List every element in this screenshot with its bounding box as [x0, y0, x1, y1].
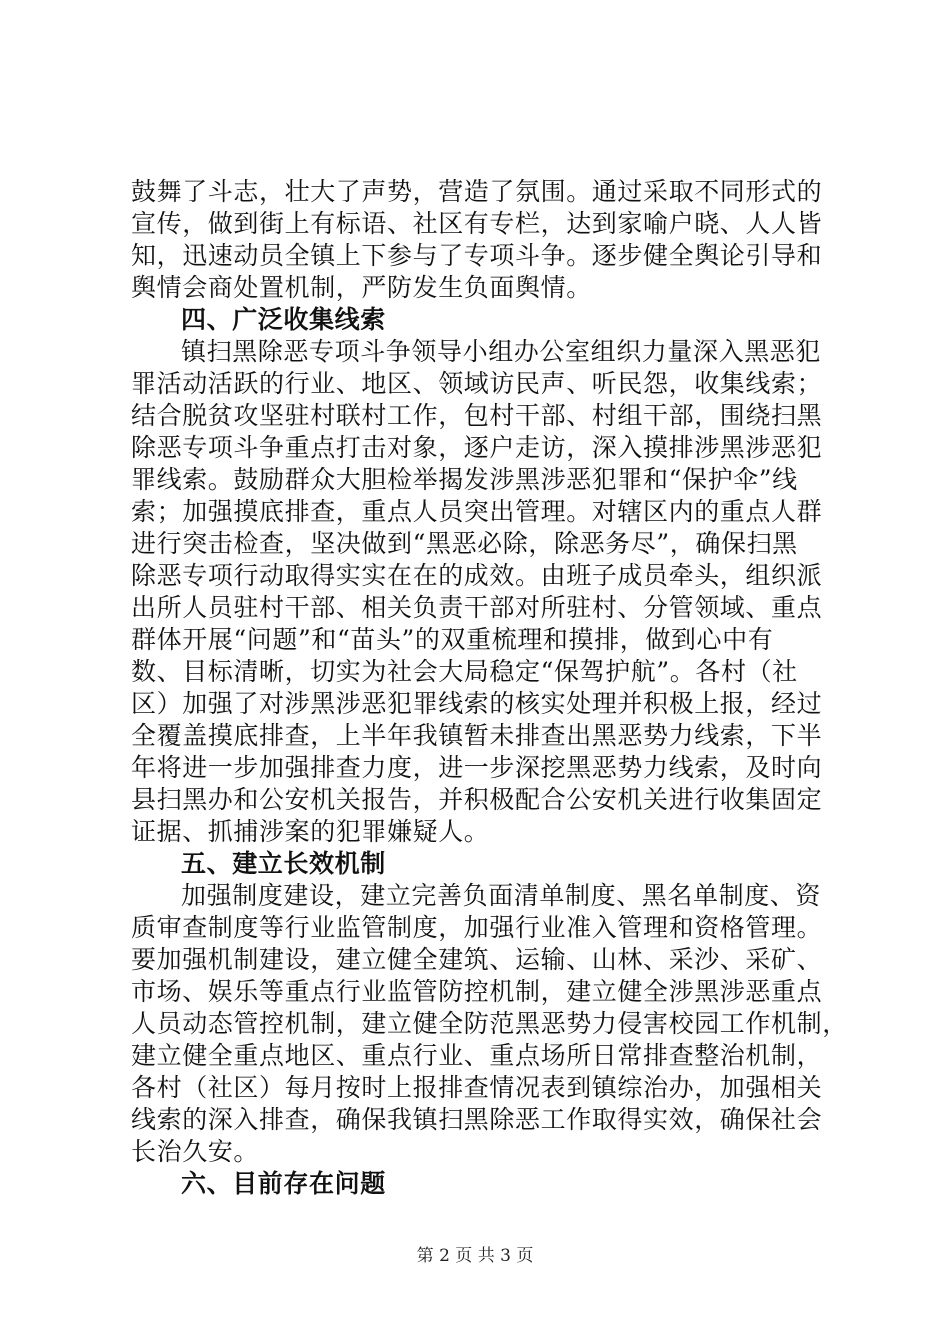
body-text-line: 质审查制度等行业监管制度，加强行业准入管理和资格管理。	[131, 913, 823, 942]
body-text-line: 数、目标清晰，切实为社会大局稳定“保驾护航”。各村（社	[131, 657, 798, 686]
body-text-line: 舆情会商处置机制，严防发生负面舆情。	[131, 273, 592, 302]
body-text-line: 罪线索。鼓励群众大胆检举揭发涉黑涉恶犯罪和“保护伞”线	[131, 465, 798, 494]
body-text-line: 结合脱贫攻坚驻村联村工作，包村干部、村组干部，围绕扫黑	[131, 401, 823, 430]
body-text-line: 长治久安。	[131, 1137, 260, 1166]
section-heading-4: 四、广泛收集线索	[181, 305, 386, 334]
paragraph-first-line: 加强制度建设，建立完善负面清单制度、黑名单制度、资	[181, 881, 822, 910]
body-text-line: 罪活动活跃的行业、地区、领域访民声、听民怨，收集线索；	[131, 369, 823, 398]
body-text-line: 除恶专项斗争重点打击对象，逐户走访，深入摸排涉黑涉恶犯	[131, 433, 823, 462]
body-text-line: 要加强机制建设，建立健全建筑、运输、山林、采沙、采矿、	[131, 945, 823, 974]
body-text-line: 宣传，做到街上有标语、社区有专栏，达到家喻户晓、人人皆	[131, 209, 823, 238]
body-text-line: 知，迅速动员全镇上下参与了专项斗争。逐步健全舆论引导和	[131, 241, 823, 270]
body-text-line: 索；加强摸底排查，重点人员突出管理。对辖区内的重点人群	[131, 497, 823, 526]
body-text-line: 线索的深入排查，确保我镇扫黑除恶工作取得实效，确保社会	[131, 1105, 823, 1134]
body-text-line: 区）加强了对涉黑涉恶犯罪线索的核实处理并积极上报，经过	[131, 689, 823, 718]
section-heading-5: 五、建立长效机制	[181, 849, 386, 878]
body-text-line: 建立健全重点地区、重点行业、重点场所日常排查整治机制，	[131, 1041, 823, 1070]
body-text-line: 年将进一步加强排查力度，进一步深挖黑恶势力线索，及时向	[131, 753, 823, 782]
page-number-footer: 第 2 页 共 3 页	[416, 1246, 534, 1266]
body-text-line: 县扫黑办和公安机关报告，并积极配合公安机关进行收集固定	[131, 785, 823, 814]
body-text-line: 各村（社区）每月按时上报排查情况表到镇综治办，加强相关	[131, 1073, 823, 1102]
body-text-line: 群体开展“问题”和“苗头”的双重梳理和摸排，做到心中有	[131, 625, 774, 654]
body-text-line: 出所人员驻村干部、相关负责干部对所驻村、分管领域、重点	[131, 593, 823, 622]
body-text-line: 鼓舞了斗志，壮大了声势，营造了氛围。通过采取不同形式的	[131, 177, 823, 206]
body-text-line: 除恶专项行动取得实实在在的成效。由班子成员牵头，组织派	[131, 561, 823, 590]
body-text-line: 进行突击检查，坚决做到“黑恶必除，除恶务尽”，确保扫黑	[131, 529, 798, 558]
body-text-line: 全覆盖摸底排查，上半年我镇暂未排查出黑恶势力线索，下半	[131, 721, 823, 750]
paragraph-first-line: 镇扫黑除恶专项斗争领导小组办公室组织力量深入黑恶犯	[181, 337, 822, 366]
body-text-line: 证据、抓捕涉案的犯罪嫌疑人。	[131, 817, 490, 846]
body-text-line: 人员动态管控机制，建立健全防范黑恶势力侵害校园工作机制，	[131, 1009, 848, 1038]
body-text-line: 市场、娱乐等重点行业监管防控机制，建立健全涉黑涉恶重点	[131, 977, 823, 1006]
section-heading-6: 六、目前存在问题	[181, 1169, 386, 1198]
